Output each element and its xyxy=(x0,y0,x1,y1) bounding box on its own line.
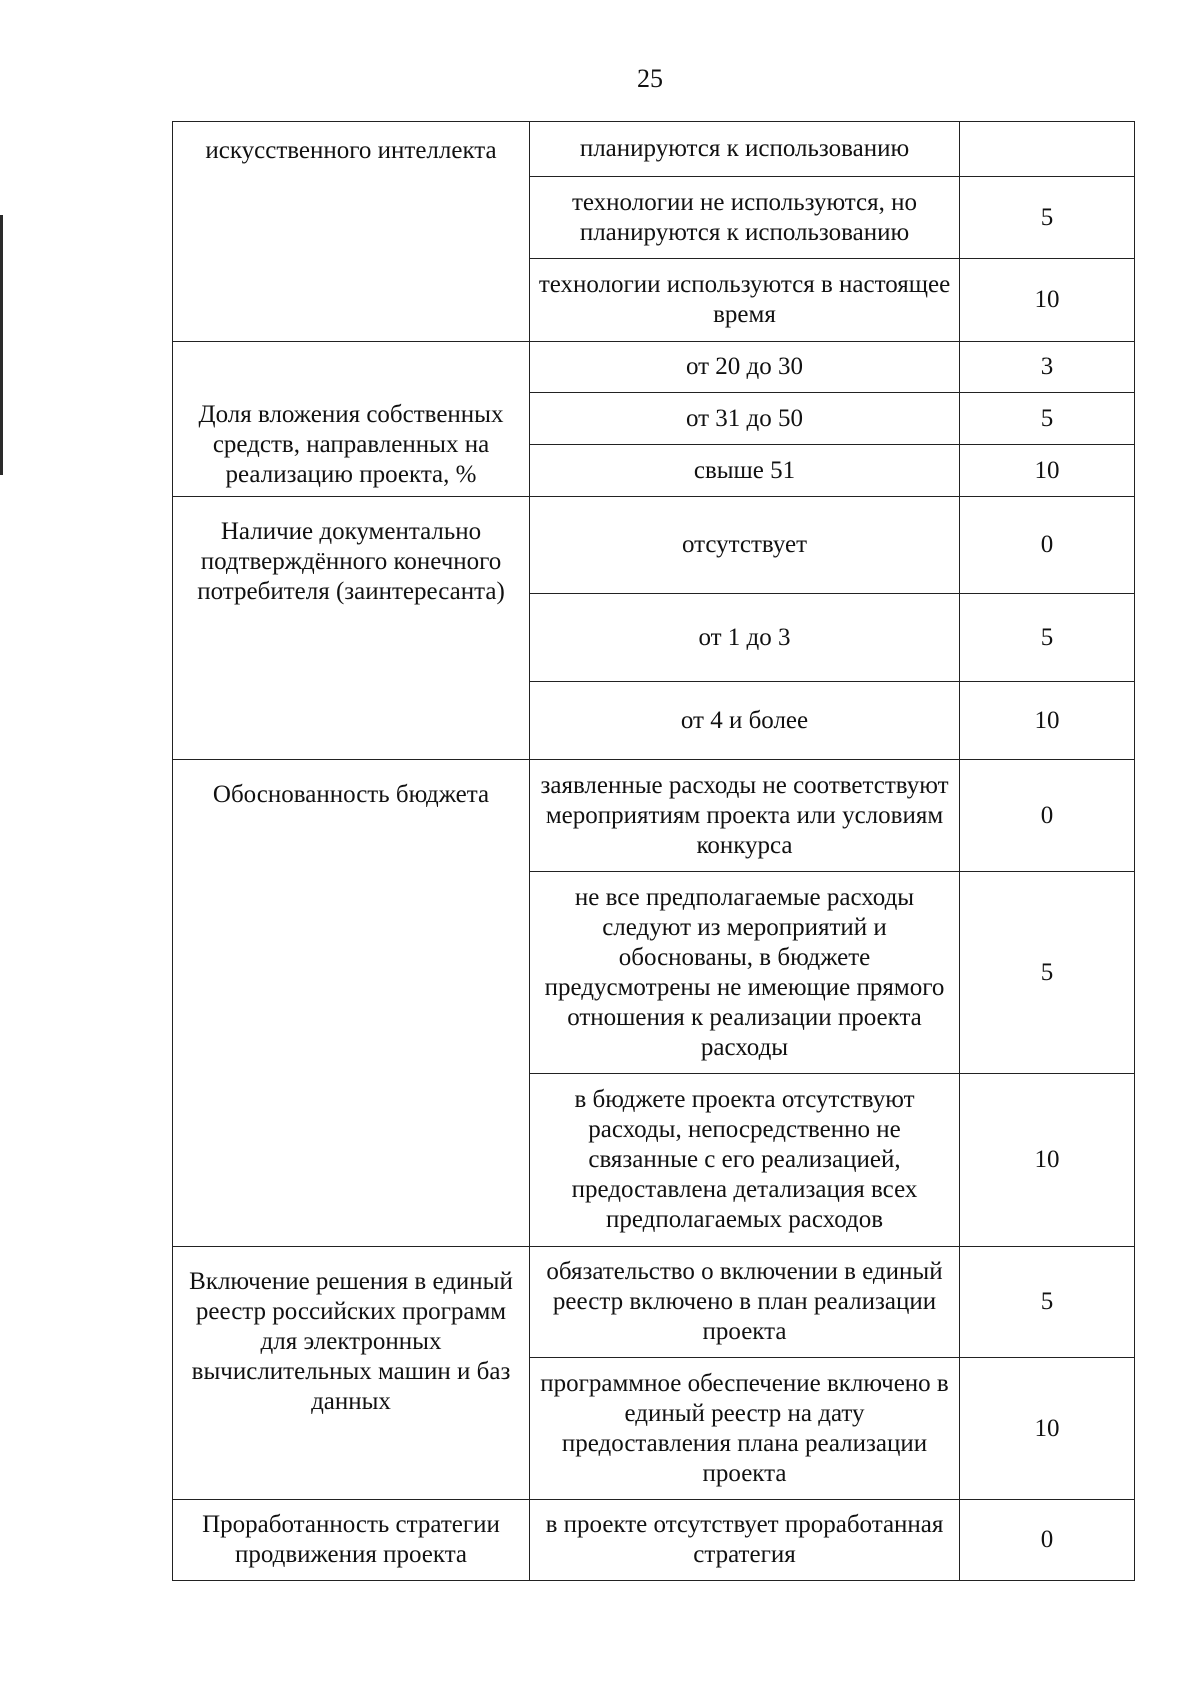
condition-cell: технологии не используются, но планируются к использованию xyxy=(530,177,960,259)
score-cell: 5 xyxy=(960,1247,1135,1358)
criterion-cell: искусственного интеллекта xyxy=(173,122,530,342)
score-cell: 10 xyxy=(960,1358,1135,1500)
score-cell: 10 xyxy=(960,1074,1135,1247)
page-number: 25 xyxy=(637,64,663,93)
criteria-table xyxy=(172,121,1135,1581)
condition-cell: отсутствует xyxy=(530,497,960,594)
score-cell xyxy=(960,122,1135,177)
score-cell: 10 xyxy=(960,259,1135,342)
score-cell: 0 xyxy=(960,497,1135,594)
criterion-cell: Обоснованность бюджета xyxy=(173,760,530,1247)
score-cell: 5 xyxy=(960,594,1135,682)
condition-cell: от 1 до 3 xyxy=(530,594,960,682)
score-cell: 3 xyxy=(960,342,1135,393)
condition-cell: технологии используются в настоящее время xyxy=(530,259,960,342)
score-cell: 10 xyxy=(960,682,1135,760)
criterion-cell: Включение решения в единый реестр российских программ для электронных вычислительных машин и баз данных xyxy=(173,1247,530,1500)
score-cell: 5 xyxy=(960,872,1135,1074)
condition-cell: свыше 51 xyxy=(530,445,960,497)
condition-cell: в бюджете проекта отсутствуют расходы, непосредственно не связанные с его реализацией, предоставлена детализация всех предполагаемых расходов xyxy=(530,1074,960,1247)
score-cell: 5 xyxy=(960,393,1135,445)
condition-cell: не все предполагаемые расходы следуют из мероприятий и обоснованы, в бюджете предусмотрены не имеющие прямого отношения к реализации проекта расходы xyxy=(530,872,960,1074)
condition-cell: от 4 и более xyxy=(530,682,960,760)
score-cell: 10 xyxy=(960,445,1135,497)
condition-cell: в проекте отсутствует проработанная стратегия xyxy=(530,1500,960,1581)
table-row xyxy=(173,1247,1135,1358)
condition-cell: от 31 до 50 xyxy=(530,393,960,445)
condition-cell: заявленные расходы не соответствуют мероприятиям проекта или условиям конкурса xyxy=(530,760,960,872)
condition-cell: программное обеспечение включено в единый реестр на дату предоставления плана реализации проекта xyxy=(530,1358,960,1500)
score-cell: 0 xyxy=(960,1500,1135,1581)
table-row xyxy=(173,342,1135,393)
table-row xyxy=(173,1500,1135,1581)
criteria-table-wrapper xyxy=(172,121,1134,1581)
condition-cell: от 20 до 30 xyxy=(530,342,960,393)
scan-edge-mark xyxy=(0,215,3,475)
table-row xyxy=(173,122,1135,177)
criterion-cell: Наличие документально подтверждённого конечного потребителя (заинтересанта) xyxy=(173,497,530,760)
score-cell: 0 xyxy=(960,760,1135,872)
score-cell: 5 xyxy=(960,177,1135,259)
condition-cell: обязательство о включении в единый реестр включено в план реализации проекта xyxy=(530,1247,960,1358)
table-row xyxy=(173,497,1135,594)
condition-cell: планируются к использованию xyxy=(530,122,960,177)
criterion-cell: Проработанность стратегии продвижения проекта xyxy=(173,1500,530,1581)
criterion-cell: Доля вложения собственных средств, направленных на реализацию проекта, % xyxy=(173,342,530,497)
table-row xyxy=(173,760,1135,872)
